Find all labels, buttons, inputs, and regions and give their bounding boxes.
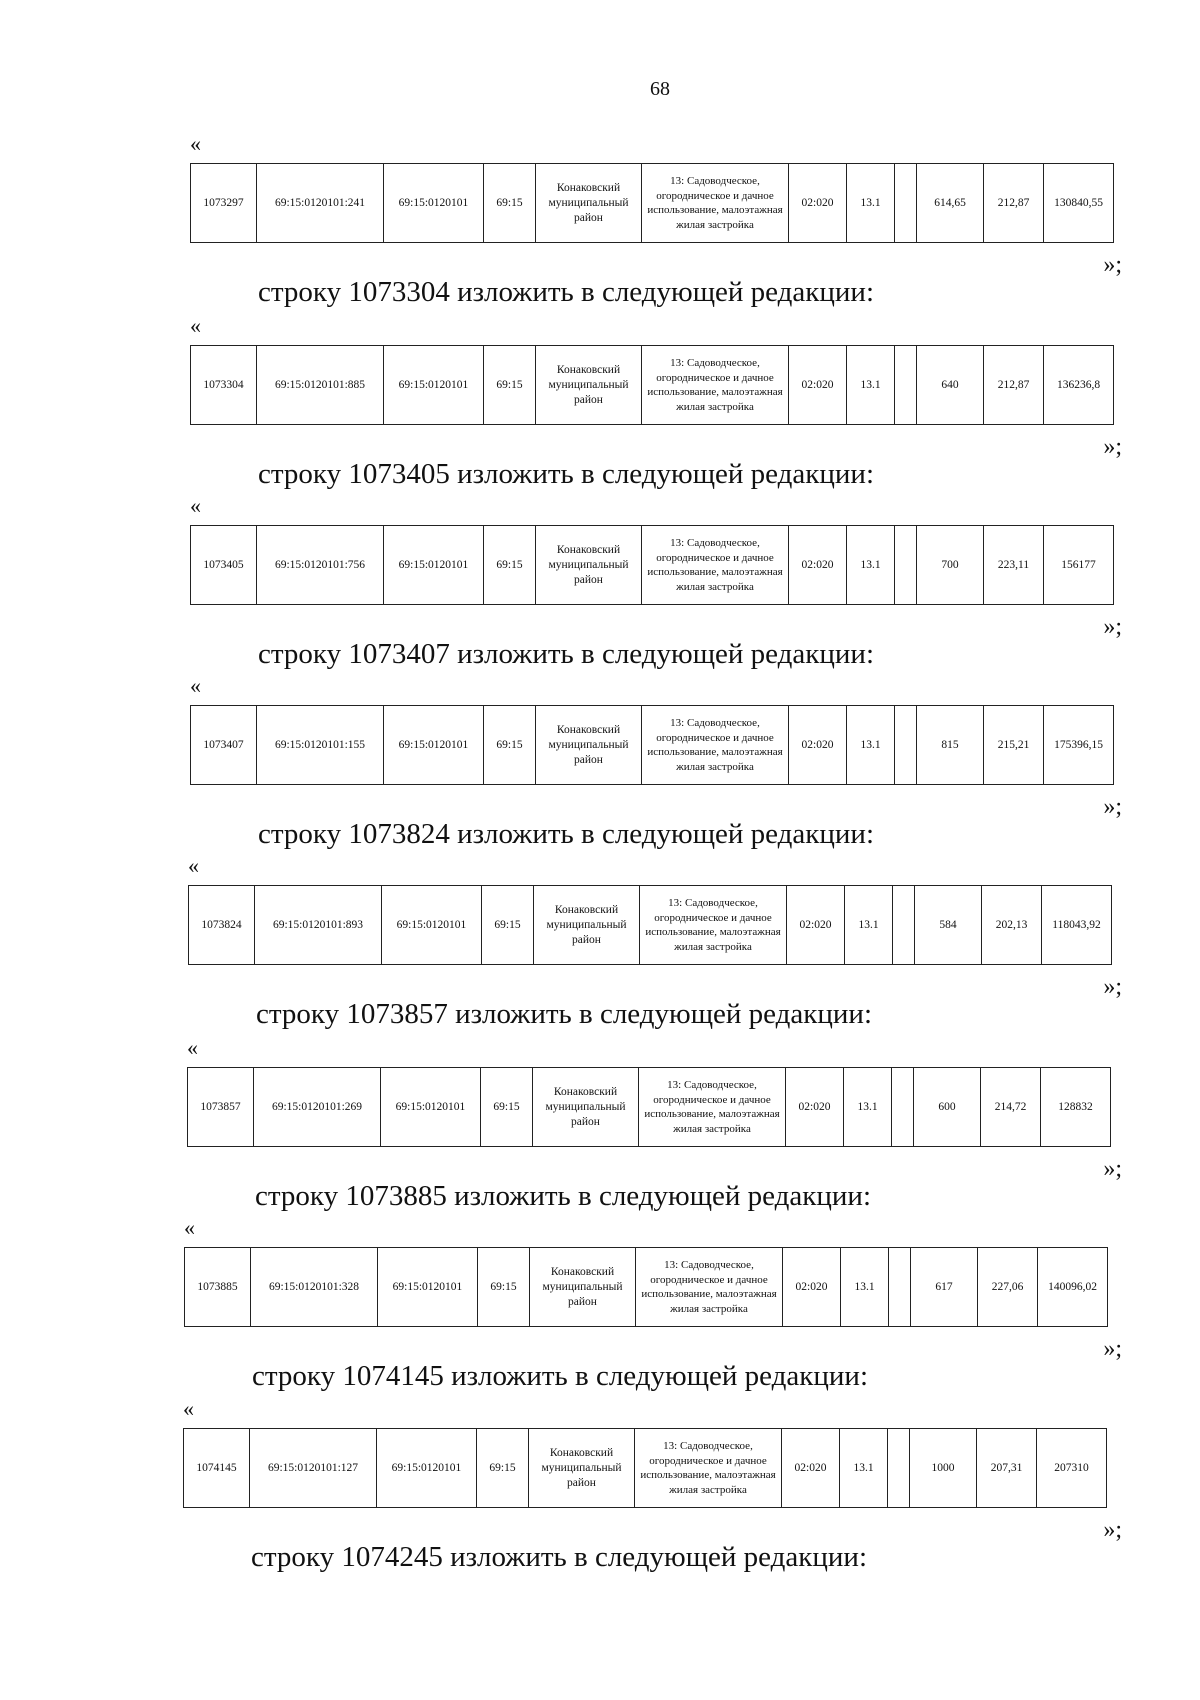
- closing-quote: »;: [1103, 1156, 1122, 1182]
- group-cell: 13.1: [847, 526, 895, 605]
- value-cell: 128832: [1041, 1068, 1111, 1147]
- value-cell: 136236,8: [1044, 346, 1114, 425]
- amendment-heading: строку 1074245 изложить в следующей редакции:: [251, 1541, 867, 1573]
- empty-cell: [892, 1068, 914, 1147]
- cadastral-quarter-cell: 69:15:0120101: [378, 1248, 478, 1327]
- district-code-cell: 69:15: [477, 1429, 529, 1508]
- row-id-cell: 1073885: [185, 1248, 251, 1327]
- rate-cell: 227,06: [978, 1248, 1038, 1327]
- cadastral-number-cell: 69:15:0120101:328: [251, 1248, 378, 1327]
- empty-cell: [893, 886, 915, 965]
- opening-quote: «: [187, 1035, 198, 1060]
- territory-cell: Конаковский муниципальный район: [536, 706, 642, 785]
- rate-cell: 207,31: [977, 1429, 1037, 1508]
- district-code-cell: 69:15: [484, 346, 536, 425]
- territory-cell: Конаковский муниципальный район: [529, 1429, 635, 1508]
- row-id-cell: 1073304: [191, 346, 257, 425]
- empty-cell: [895, 526, 917, 605]
- area-cell: 584: [915, 886, 982, 965]
- land-use-cell: 13: Садоводческое, огородническое и дачное использование, малоэтажная жилая застройка: [640, 886, 787, 965]
- amendment-heading: строку 1073304 изложить в следующей редакции:: [258, 276, 874, 308]
- territory-cell: Конаковский муниципальный район: [536, 346, 642, 425]
- closing-quote: »;: [1103, 1517, 1122, 1543]
- row-id-cell: 1073857: [188, 1068, 254, 1147]
- group-cell: 13.1: [847, 706, 895, 785]
- land-use-cell: 13: Садоводческое, огородническое и дачное использование, малоэтажная жилая застройка: [642, 346, 789, 425]
- table-row: [191, 346, 1114, 425]
- district-code-cell: 69:15: [482, 886, 534, 965]
- area-cell: 600: [914, 1068, 981, 1147]
- area-cell: 617: [911, 1248, 978, 1327]
- row-id-cell: 1074145: [184, 1429, 250, 1508]
- table-row: [185, 1248, 1108, 1327]
- row-id-cell: 1073297: [191, 164, 257, 243]
- closing-quote: »;: [1103, 434, 1122, 460]
- area-cell: 614,65: [917, 164, 984, 243]
- land-use-cell: 13: Садоводческое, огородническое и дачное использование, малоэтажная жилая застройка: [639, 1068, 786, 1147]
- code-cell: 02:020: [786, 1068, 844, 1147]
- rate-cell: 202,13: [982, 886, 1042, 965]
- table-row: [188, 1068, 1111, 1147]
- cadastral-quarter-cell: 69:15:0120101: [382, 886, 482, 965]
- page-number: 68: [650, 78, 670, 100]
- empty-cell: [889, 1248, 911, 1327]
- cadastral-number-cell: 69:15:0120101:893: [255, 886, 382, 965]
- cadastral-number-cell: 69:15:0120101:155: [257, 706, 384, 785]
- land-use-cell: 13: Садоводческое, огородническое и дачное использование, малоэтажная жилая застройка: [635, 1429, 782, 1508]
- cadastral-quarter-cell: 69:15:0120101: [384, 706, 484, 785]
- opening-quote: «: [190, 673, 201, 698]
- opening-quote: «: [190, 313, 201, 338]
- closing-quote: »;: [1103, 252, 1122, 278]
- code-cell: 02:020: [787, 886, 845, 965]
- cadastral-number-cell: 69:15:0120101:885: [257, 346, 384, 425]
- empty-cell: [895, 706, 917, 785]
- territory-cell: Конаковский муниципальный район: [534, 886, 640, 965]
- amendment-heading: строку 1073885 изложить в следующей редакции:: [255, 1180, 871, 1212]
- land-plot-table: [190, 705, 1114, 785]
- table-row: [184, 1429, 1107, 1508]
- table-row: [189, 886, 1112, 965]
- cadastral-quarter-cell: 69:15:0120101: [381, 1068, 481, 1147]
- closing-quote: »;: [1103, 794, 1122, 820]
- cadastral-number-cell: 69:15:0120101:241: [257, 164, 384, 243]
- opening-quote: «: [190, 131, 201, 156]
- opening-quote: «: [184, 1215, 195, 1240]
- table-row: [191, 706, 1114, 785]
- area-cell: 700: [917, 526, 984, 605]
- amendment-heading: строку 1073824 изложить в следующей редакции:: [258, 818, 874, 850]
- group-cell: 13.1: [841, 1248, 889, 1327]
- district-code-cell: 69:15: [484, 164, 536, 243]
- code-cell: 02:020: [789, 526, 847, 605]
- row-id-cell: 1073824: [189, 886, 255, 965]
- row-id-cell: 1073407: [191, 706, 257, 785]
- value-cell: 156177: [1044, 526, 1114, 605]
- group-cell: 13.1: [844, 1068, 892, 1147]
- table-row: [191, 526, 1114, 605]
- territory-cell: Конаковский муниципальный район: [533, 1068, 639, 1147]
- district-code-cell: 69:15: [484, 706, 536, 785]
- value-cell: 140096,02: [1038, 1248, 1108, 1327]
- cadastral-quarter-cell: 69:15:0120101: [384, 346, 484, 425]
- cadastral-quarter-cell: 69:15:0120101: [384, 164, 484, 243]
- territory-cell: Конаковский муниципальный район: [536, 164, 642, 243]
- cadastral-number-cell: 69:15:0120101:756: [257, 526, 384, 605]
- district-code-cell: 69:15: [481, 1068, 533, 1147]
- area-cell: 815: [917, 706, 984, 785]
- rate-cell: 223,11: [984, 526, 1044, 605]
- closing-quote: »;: [1103, 1336, 1122, 1362]
- land-plot-table: [190, 525, 1114, 605]
- value-cell: 207310: [1037, 1429, 1107, 1508]
- rate-cell: 215,21: [984, 706, 1044, 785]
- land-plot-table: [188, 885, 1112, 965]
- rate-cell: 212,87: [984, 346, 1044, 425]
- cadastral-quarter-cell: 69:15:0120101: [377, 1429, 477, 1508]
- land-plot-table: [184, 1247, 1108, 1327]
- opening-quote: «: [188, 853, 199, 878]
- cadastral-number-cell: 69:15:0120101:127: [250, 1429, 377, 1508]
- code-cell: 02:020: [789, 706, 847, 785]
- opening-quote: «: [190, 493, 201, 518]
- closing-quote: »;: [1103, 974, 1122, 1000]
- group-cell: 13.1: [845, 886, 893, 965]
- rate-cell: 214,72: [981, 1068, 1041, 1147]
- land-use-cell: 13: Садоводческое, огородническое и дачное использование, малоэтажная жилая застройка: [642, 164, 789, 243]
- land-use-cell: 13: Садоводческое, огородническое и дачное использование, малоэтажная жилая застройка: [642, 526, 789, 605]
- opening-quote: «: [183, 1396, 194, 1421]
- territory-cell: Конаковский муниципальный район: [530, 1248, 636, 1327]
- amendment-heading: строку 1073407 изложить в следующей редакции:: [258, 638, 874, 670]
- group-cell: 13.1: [847, 346, 895, 425]
- district-code-cell: 69:15: [484, 526, 536, 605]
- code-cell: 02:020: [789, 164, 847, 243]
- closing-quote: »;: [1103, 614, 1122, 640]
- area-cell: 640: [917, 346, 984, 425]
- amendment-heading: строку 1073405 изложить в следующей редакции:: [258, 458, 874, 490]
- cadastral-number-cell: 69:15:0120101:269: [254, 1068, 381, 1147]
- group-cell: 13.1: [847, 164, 895, 243]
- amendment-heading: строку 1073857 изложить в следующей редакции:: [256, 998, 872, 1030]
- row-id-cell: 1073405: [191, 526, 257, 605]
- table-row: [191, 164, 1114, 243]
- value-cell: 118043,92: [1042, 886, 1112, 965]
- land-plot-table: [187, 1067, 1111, 1147]
- land-use-cell: 13: Садоводческое, огородническое и дачное использование, малоэтажная жилая застройка: [642, 706, 789, 785]
- district-code-cell: 69:15: [478, 1248, 530, 1327]
- rate-cell: 212,87: [984, 164, 1044, 243]
- empty-cell: [895, 164, 917, 243]
- amendment-heading: строку 1074145 изложить в следующей редакции:: [252, 1360, 868, 1392]
- cadastral-quarter-cell: 69:15:0120101: [384, 526, 484, 605]
- land-plot-table: [190, 163, 1114, 243]
- land-use-cell: 13: Садоводческое, огородническое и дачное использование, малоэтажная жилая застройка: [636, 1248, 783, 1327]
- land-plot-table: [183, 1428, 1107, 1508]
- code-cell: 02:020: [789, 346, 847, 425]
- code-cell: 02:020: [782, 1429, 840, 1508]
- territory-cell: Конаковский муниципальный район: [536, 526, 642, 605]
- area-cell: 1000: [910, 1429, 977, 1508]
- land-plot-table: [190, 345, 1114, 425]
- value-cell: 175396,15: [1044, 706, 1114, 785]
- value-cell: 130840,55: [1044, 164, 1114, 243]
- empty-cell: [895, 346, 917, 425]
- group-cell: 13.1: [840, 1429, 888, 1508]
- empty-cell: [888, 1429, 910, 1508]
- code-cell: 02:020: [783, 1248, 841, 1327]
